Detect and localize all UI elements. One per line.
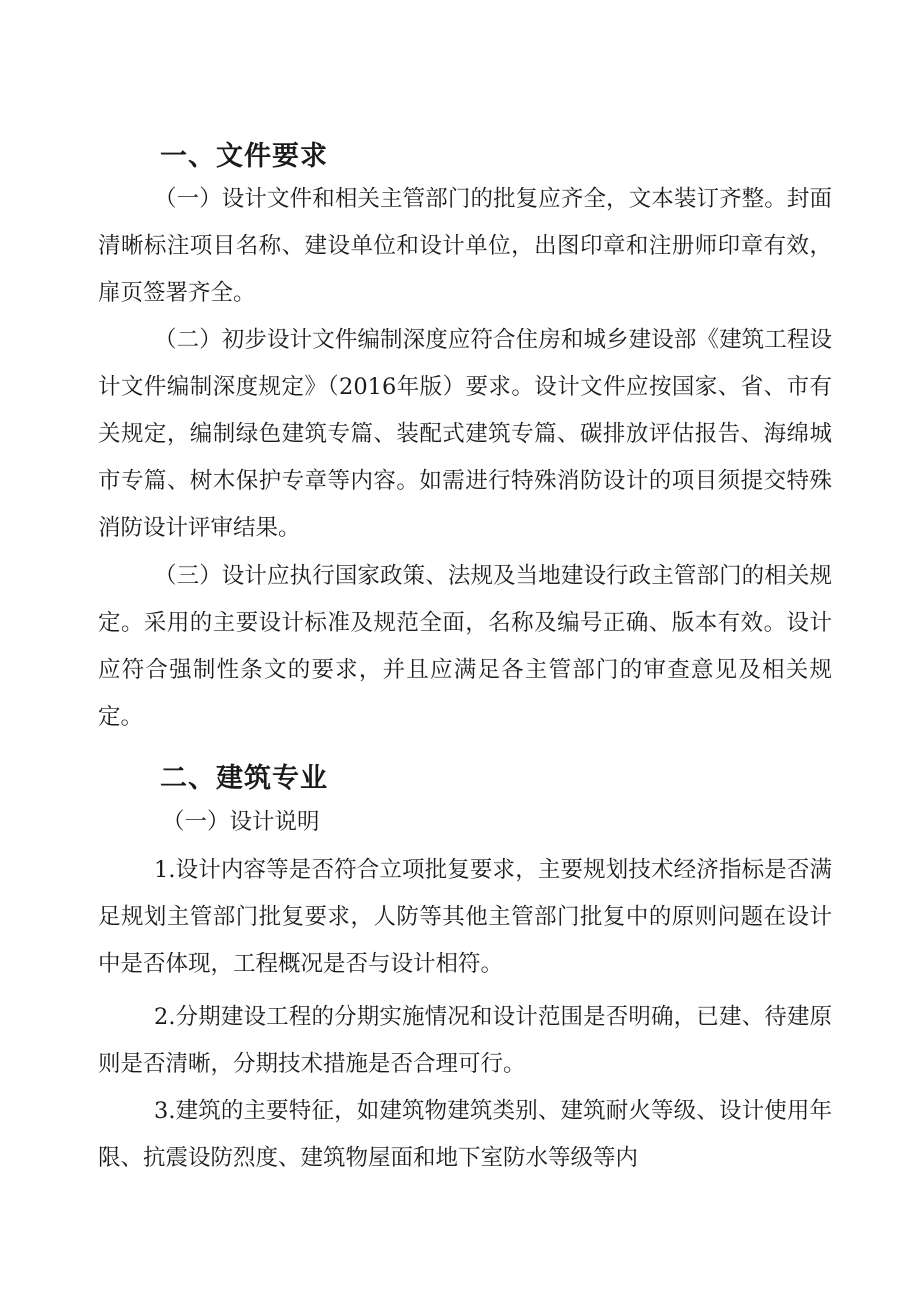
section-heading-architecture: 二、建筑专业 xyxy=(160,763,328,794)
section-heading-file-requirements: 一、文件要求 xyxy=(160,141,328,172)
subsection-heading-design-notes: （一）设计说明 xyxy=(162,809,320,835)
paragraph-item-1: 1.设计内容等是否符合立项批复要求，主要规划技术经济指标是否满足规划主管部门批复要求，人防等其他主管部门批复中的原则问题在设计中是否体现，工程概况是否与设计相符。 xyxy=(98,857,832,977)
paragraph-item-2: 2.分期建设工程的分期实施情况和设计范围是否明确，已建、待建原则是否清晰，分期技术措施是否合理可行。 xyxy=(98,1004,832,1077)
paragraph-1: （一）设计文件和相关主管部门的批复应齐全，文本装订齐整。封面清晰标注项目名称、建设单位和设计单位，出图印章和注册师印章有效，扉页签署齐全。 xyxy=(98,186,832,306)
paragraph-3: （三）设计应执行国家政策、法规及当地建设行政主管部门的相关规定。采用的主要设计标准及规范全面，名称及编号正确、版本有效。设计应符合强制性条文的要求，并且应满足各主管部门的审查意见及相关规定。 xyxy=(98,563,832,730)
paragraph-item-3: 3.建筑的主要特征，如建筑物建筑类别、建筑耐火等级、设计使用年限、抗震设防烈度、建筑物屋面和地下室防水等级等内 xyxy=(98,1098,832,1171)
paragraph-2: （二）初步设计文件编制深度应符合住房和城乡建设部《建筑工程设计文件编制深度规定》（2016年版）要求。设计文件应按国家、省、市有关规定，编制绿色建筑专篇、装配式建筑专篇、碳排放评估报告、海绵城市专篇、树木保护专章等内容。如需进行特殊消防设计的项目须提交特殊消防设计评审结果。 xyxy=(98,327,832,541)
